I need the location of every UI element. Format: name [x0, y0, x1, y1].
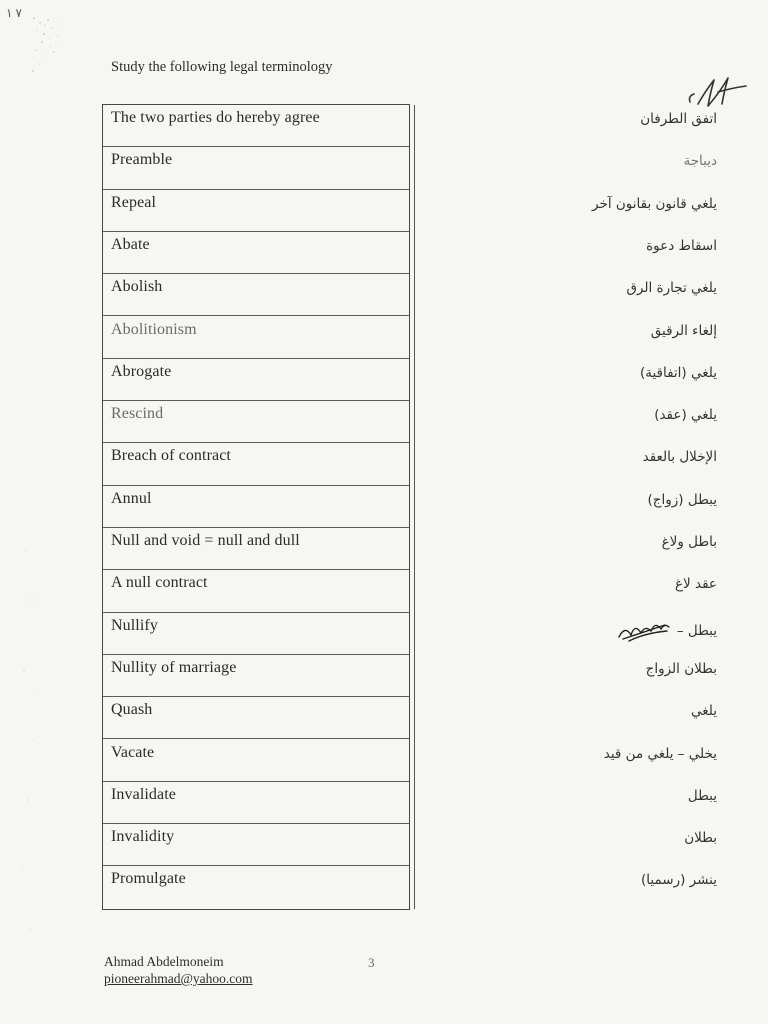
term-arabic: [417, 872, 717, 888]
term-english: Preamble: [111, 151, 173, 169]
term-english: Rescind: [111, 405, 164, 423]
term-english: Abolitionism: [111, 320, 197, 338]
term-arabic: [417, 280, 717, 296]
term-arabic: [417, 746, 717, 762]
term-arabic-text: اسقاط دعوة: [646, 237, 717, 254]
term-arabic-text: يبطل (زواج): [647, 491, 717, 508]
term-arabic-text: يلغي (اتفاقية): [639, 364, 717, 381]
term-english: Nullify: [111, 616, 158, 634]
term-arabic-text: يلغي: [691, 703, 717, 720]
term-arabic-text: يلغي (عقد): [654, 407, 717, 424]
term-arabic: [417, 788, 717, 804]
term-row: [103, 613, 717, 655]
term-arabic: [417, 661, 717, 677]
term-row: [103, 359, 717, 401]
term-english: Repeal: [111, 193, 157, 211]
term-arabic-text: يخلي – يلغي من قيد: [603, 745, 717, 762]
term-english: Abolish: [111, 278, 163, 296]
term-row: [103, 782, 717, 824]
term-arabic: [417, 111, 717, 127]
term-arabic: [417, 449, 717, 465]
term-row: [103, 443, 717, 485]
term-row: [103, 824, 717, 866]
term-english: Promulgate: [111, 870, 186, 888]
term-arabic-text: الإخلال بالعقد: [642, 449, 717, 466]
term-english: The two parties do hereby agree: [111, 109, 320, 126]
page-number: 3: [368, 955, 375, 970]
author-email-link[interactable]: pioneerahmad@yahoo.com: [104, 971, 253, 986]
term-arabic-text: يلغي قانون بقانون آخر: [592, 195, 717, 212]
term-english: Nullity of marriage: [111, 658, 237, 676]
term-row: [103, 570, 717, 612]
term-row: [103, 190, 717, 232]
term-row: [103, 655, 717, 697]
term-arabic-text: عقد لاغ: [674, 576, 717, 593]
term-row: [103, 232, 717, 274]
term-arabic: [417, 703, 717, 719]
term-row: [103, 528, 717, 570]
term-arabic: [417, 830, 717, 846]
term-english: Null and void = null and dull: [111, 532, 300, 549]
page-heading: Study the following legal terminology: [111, 59, 333, 75]
term-arabic: [417, 196, 717, 212]
term-row: [103, 274, 717, 316]
term-english: Quash: [111, 701, 153, 719]
handwritten-initials: [684, 72, 764, 112]
term-row: [103, 740, 717, 782]
corner-mark: ٧ ١: [6, 6, 22, 20]
term-english: Vacate: [111, 743, 155, 761]
term-arabic: [417, 323, 717, 339]
term-arabic-text: يبطل: [687, 787, 717, 804]
term-english: Invalidate: [111, 785, 176, 803]
term-arabic-text: بطلان: [684, 830, 717, 847]
term-english: Annul: [111, 489, 152, 507]
term-arabic-text: إلغاء الرقيق: [650, 322, 717, 339]
term-english: Abrogate: [111, 362, 172, 380]
term-row: [103, 401, 717, 443]
terminology-table: [102, 104, 717, 910]
term-row: [103, 486, 717, 528]
term-english: Breach of contract: [111, 447, 231, 465]
term-arabic: [417, 534, 717, 550]
term-arabic-text: اتفق الطرفان: [640, 111, 717, 127]
scan-speckle: [28, 14, 70, 74]
term-arabic-text: يبطل –: [676, 622, 717, 639]
term-arabic: [417, 365, 717, 381]
term-arabic: [417, 407, 717, 423]
term-arabic: [417, 492, 717, 508]
term-arabic-text: بطلان الزواج: [645, 660, 717, 677]
term-row: [103, 147, 717, 189]
term-arabic-text: يلغي تجارة الرق: [626, 280, 717, 297]
term-english: Invalidity: [111, 828, 175, 846]
term-arabic: [417, 576, 717, 592]
term-arabic-text: باطل ولاغ: [661, 534, 717, 550]
term-arabic: [417, 619, 717, 643]
handwritten-scribble: [615, 619, 673, 643]
term-arabic-text: ديباجة: [683, 153, 717, 170]
column-divider: [414, 105, 415, 909]
term-english: Abate: [111, 235, 150, 253]
term-english: A null contract: [111, 574, 208, 592]
term-row: [103, 317, 717, 359]
scan-margin-noise: [14, 540, 44, 960]
term-row: [103, 866, 717, 908]
term-row: [103, 105, 717, 147]
term-arabic: [417, 238, 717, 254]
author-name: Ahmad Abdelmoneim: [104, 954, 224, 969]
term-row: [103, 697, 717, 739]
term-arabic-text: ينشر (رسميا): [641, 872, 717, 889]
term-arabic: [417, 153, 717, 169]
